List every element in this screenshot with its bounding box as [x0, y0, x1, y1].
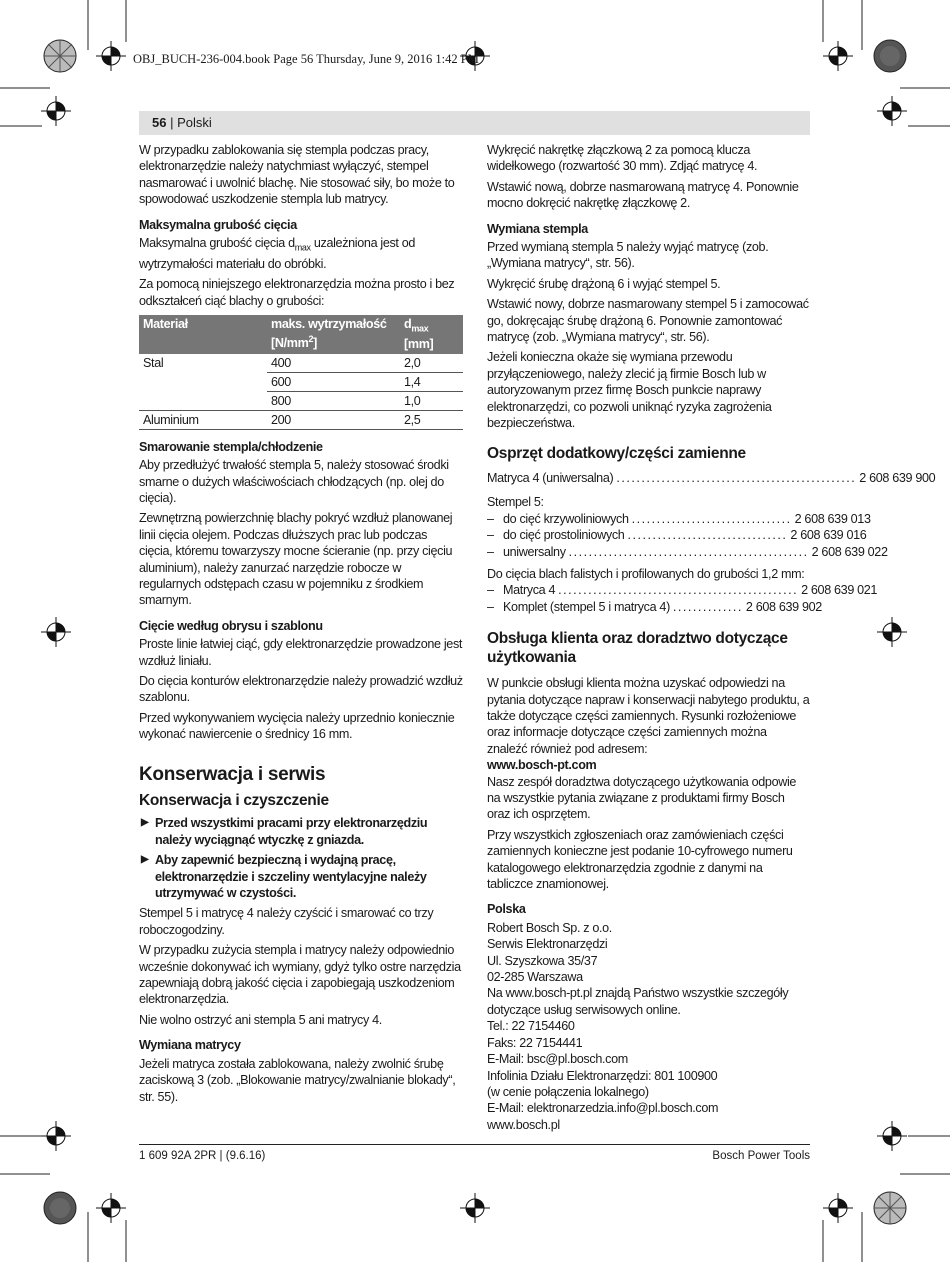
address-block — [487, 920, 810, 1133]
table-row: Aluminium 200 2,5 — [139, 410, 463, 429]
subheading-max-thickness: Maksymalna grubość cięcia — [139, 217, 297, 232]
email-line[interactable]: E-Mail: elektronarzedzia.info@pl.bosch.com — [487, 1101, 719, 1116]
paragraph: W przypadku zużycia stempla i matrycy należy odpowiednio wcześnie dokonywać ich wymiany, gdyż tylko ostre narzędzia zapewniają dobrą jakość cięcia i zapobiegają uszkodzeniom elektronarzędzia. — [139, 943, 461, 1007]
table-header: $d_{max}$ [mm] — [400, 315, 463, 354]
paragraph: Stempel 5 i matrycę 4 należy czyścić i smarować co trzy roboczogodziny. — [139, 906, 434, 937]
list-heading: Do cięcia blach falistych i profilowanych do grubości 1,2 mm: — [487, 566, 805, 581]
accessory-item: – do cięć krzywoliniowych ................................ 2 608 639 013 — [487, 511, 871, 526]
right-column — [487, 142, 936, 1133]
page-header-band — [139, 111, 810, 135]
paragraph: Jeżeli konieczna okaże się wymiana przewodu przyłączeniowego, należy zlecić ją firmie Bosch lub w autoryzowanym przez firmę Bosch punkcie naprawy elektronarzędzi, co pozwoli uniknąć ryzyka zagrożenia bezpieczeństwa. — [487, 350, 772, 431]
paragraph: Wstawić nowy, dobrze nasmarowany stempel 5 i zamocować go, dokręcając śrubę drążoną 6. Ponownie zamontować matrycę (zob. „Wymiana matrycy“, str. 56). — [487, 297, 809, 345]
accessory-item: – uniwersalny ................................................ 2 608 639 022 — [487, 544, 888, 559]
section-title-accessories: Osprzęt dodatkowy/części zamienne — [487, 444, 746, 462]
paragraph: Wstawić nową, dobrze nasmarowaną matrycę 4. Ponownie mocno dokręcić nakrętkę złączkowę 2. — [487, 179, 799, 211]
subheading-die-replacement: Wymiana matrycy — [139, 1038, 241, 1053]
material-table — [139, 315, 463, 430]
hotline-line: Infolinia Działu Elektronarzędzi: 801 100900 — [487, 1068, 718, 1083]
subheading-template-cutting: Cięcie według obrysu i szablonu — [139, 618, 323, 633]
gray-control-patch-icon — [873, 1191, 907, 1225]
list-heading: Stempel 5: — [487, 495, 544, 510]
registration-target-icon — [41, 96, 71, 126]
gray-control-patch-icon — [43, 39, 77, 73]
subheading-country: Polska — [487, 902, 526, 917]
registration-target-icon — [460, 1193, 490, 1223]
registration-target-icon — [877, 1121, 907, 1151]
page-number: 56 — [152, 115, 167, 130]
footer-doc-code: 1 609 92A 2PR | (9.6.16) — [139, 1150, 266, 1162]
subsection-title-cleaning: Konserwacja i czyszczenie — [139, 792, 329, 809]
section-title-maintenance: Konserwacja i serwis — [139, 763, 326, 785]
paragraph: Nie wolno ostrzyć ani stempla 5 ani matrycy 4. — [139, 1012, 382, 1027]
left-column — [139, 142, 463, 1109]
address-line: (w cenie połączenia lokalnego) — [487, 1084, 649, 1099]
address-line: Serwis Elektronarzędzi — [487, 937, 608, 952]
service-url[interactable]: www.bosch-pt.com — [487, 758, 597, 773]
address-line: Ul. Szyszkowa 35/37 — [487, 953, 598, 968]
dark-control-patch-icon — [43, 1191, 77, 1225]
website-link[interactable]: www.bosch.pl — [487, 1117, 560, 1132]
paragraph: Proste linie łatwiej ciąć, gdy elektronarzędzie prowadzone jest wzdłuż liniału. — [139, 637, 463, 668]
registration-target-icon — [41, 1121, 71, 1151]
subheading-lubrication: Smarowanie stempla/chłodzenie — [139, 439, 323, 454]
table-row: 800 1,0 — [139, 391, 463, 410]
paragraph: Wykręcić nakrętkę złączkową 2 za pomocą klucza widełkowego (rozwartość 30 mm). Zdjąć matrycę 4. — [487, 143, 758, 174]
paragraph: W przypadku zablokowania się stempla podczas pracy, elektronarzędzie należy natychmiast wyłączyć, stempel nasmarować i uwolnić blachę. Nie stosować siły, bo może to spowodować uszkodzenie stempla lub matrycy. — [139, 143, 455, 207]
registration-target-icon — [96, 1193, 126, 1223]
registration-target-icon — [823, 1193, 853, 1223]
paragraph: W punkcie obsługi klienta można uzyskać odpowiedzi na pytania dotyczące napraw i konserwacji nabytego produktu, a także dotyczące części zamiennych. Rysunki rozłożeniowe oraz informacje dotyczące części zamiennych można znaleźć również pod adresem: — [487, 676, 810, 756]
accessory-item: – do cięć prostoliniowych ................................ 2 608 639 016 — [487, 528, 867, 543]
paragraph: Przy wszystkich zgłoszeniach oraz zamówieniach części zamiennych konieczne jest podanie 10-cyfrowego numeru katalogowego elektronarzędzia zgodnie z danymi na tabliczce znamionowej. — [487, 827, 793, 892]
subheading-punch-replacement: Wymiana stempla — [487, 221, 588, 236]
section-title-customer-service: Obsługa klienta oraz doradztwo dotyczące użytkowania — [487, 630, 788, 667]
page-number-label: 56 | Polski — [152, 115, 212, 130]
address-line: Na www.bosch-pt.pl znajdą Państwo wszystkie szczegóły dotyczące usług serwisowych online. — [487, 986, 789, 1017]
paragraph: Jeżeli matryca została zablokowana, należy zwolnić śrubę zaciskową 3 (zob. „Blokowanie matrycy/zwalnianie blokady“, str. 55). — [139, 1056, 456, 1104]
table-row: Stal 400 2,0 — [139, 354, 463, 373]
paragraph: Przed wymianą stempla 5 należy wyjąć matrycę (zob. „Wymiana matrycy“, str. 56). — [487, 240, 769, 271]
accessory-item: – Matryca 4 ................................................ 2 608 639 021 — [487, 583, 878, 598]
paragraph: Przed wykonywaniem wycięcia należy uprzednio koniecznie wykonać nawiercenie o średnicy 16 mm. — [139, 710, 455, 742]
paragraph: Do cięcia konturów elektronarzędzie należy prowadzić wzdłuż szablonu. — [139, 673, 463, 705]
phone-line: Tel.: 22 7154460 — [487, 1019, 575, 1034]
paragraph: Maksymalna grubość cięcia $d_{max}$ uzależniona jest od wytrzymałości materiału do obróbki. — [139, 236, 416, 271]
safety-bullet: ▶ Przed wszystkimi pracami przy elektronarzędziu należy wyciągnąć wtyczkę z gniazda. — [139, 815, 463, 848]
accessory-item: – Komplet (stempel 5 i matryca 4) .............. 2 608 639 902 — [487, 599, 822, 614]
registration-target-icon — [96, 41, 126, 71]
table-header: Materiał — [139, 315, 267, 354]
address-line: 02-285 Warszawa — [487, 970, 583, 985]
accessory-item: Matryca 4 (uniwersalna) ................................................ 2 608 639 900 — [487, 470, 936, 485]
registration-target-icon — [41, 617, 71, 647]
registration-target-icon — [823, 41, 853, 71]
footer-brand: Bosch Power Tools — [712, 1150, 810, 1162]
registration-target-icon — [877, 617, 907, 647]
paragraph: Nasz zespół doradztwa dotyczącego użytkowania odpowie na wszystkie pytania związane z produktami firmy Bosch oraz ich osprzętem. — [487, 774, 797, 822]
address-line: Robert Bosch Sp. z o.o. — [487, 920, 612, 935]
table-header: maks. wytrzymałość $[N/mm^2]$ — [267, 315, 400, 354]
safety-bullet: ▶ Aby zapewnić bezpieczną i wydajną pracę, elektronarzędzie i szczeliny wentylacyjne należy utrzymywać w czystości. — [139, 852, 463, 901]
page-language: Polski — [177, 115, 212, 130]
page-footer — [139, 1144, 810, 1162]
table-header-row — [139, 315, 463, 354]
paragraph: Wykręcić śrubę drążoną 6 i wyjąć stempel 5. — [487, 276, 721, 291]
paragraph: Aby przedłużyć trwałość stempla 5, należy stosować środki smarne o dużych właściwościach chłodzących (np. olej do cięcia). — [139, 458, 449, 505]
paragraph: Zewnętrzną powierzchnię blachy pokryć wzdłuż planowanej linii cięcia olejem. Podczas dłuższych prac lub podczas cięcia, któremu towarzyszy mocne ścieranie (np. przy cięciu aluminium), należy zanurzać narzędzie robocze w regularnych odstępach czasu w pojemniku z środkiem smarnym. — [139, 511, 453, 608]
fax-line: Faks: 22 7154441 — [487, 1035, 583, 1050]
paragraph: Za pomocą niniejszego elektronarzędzia można prosto i bez odkształceń ciąć blachy o grubości: — [139, 277, 455, 308]
dark-control-patch-icon — [873, 39, 907, 73]
email-line[interactable]: E-Mail: bsc@pl.bosch.com — [487, 1052, 628, 1067]
registration-target-icon — [877, 96, 907, 126]
table-row: 600 1,4 — [139, 372, 463, 391]
print-header: OBJ_BUCH-236-004.book Page 56 Thursday, June 9, 2016 1:42 PM — [133, 52, 479, 66]
